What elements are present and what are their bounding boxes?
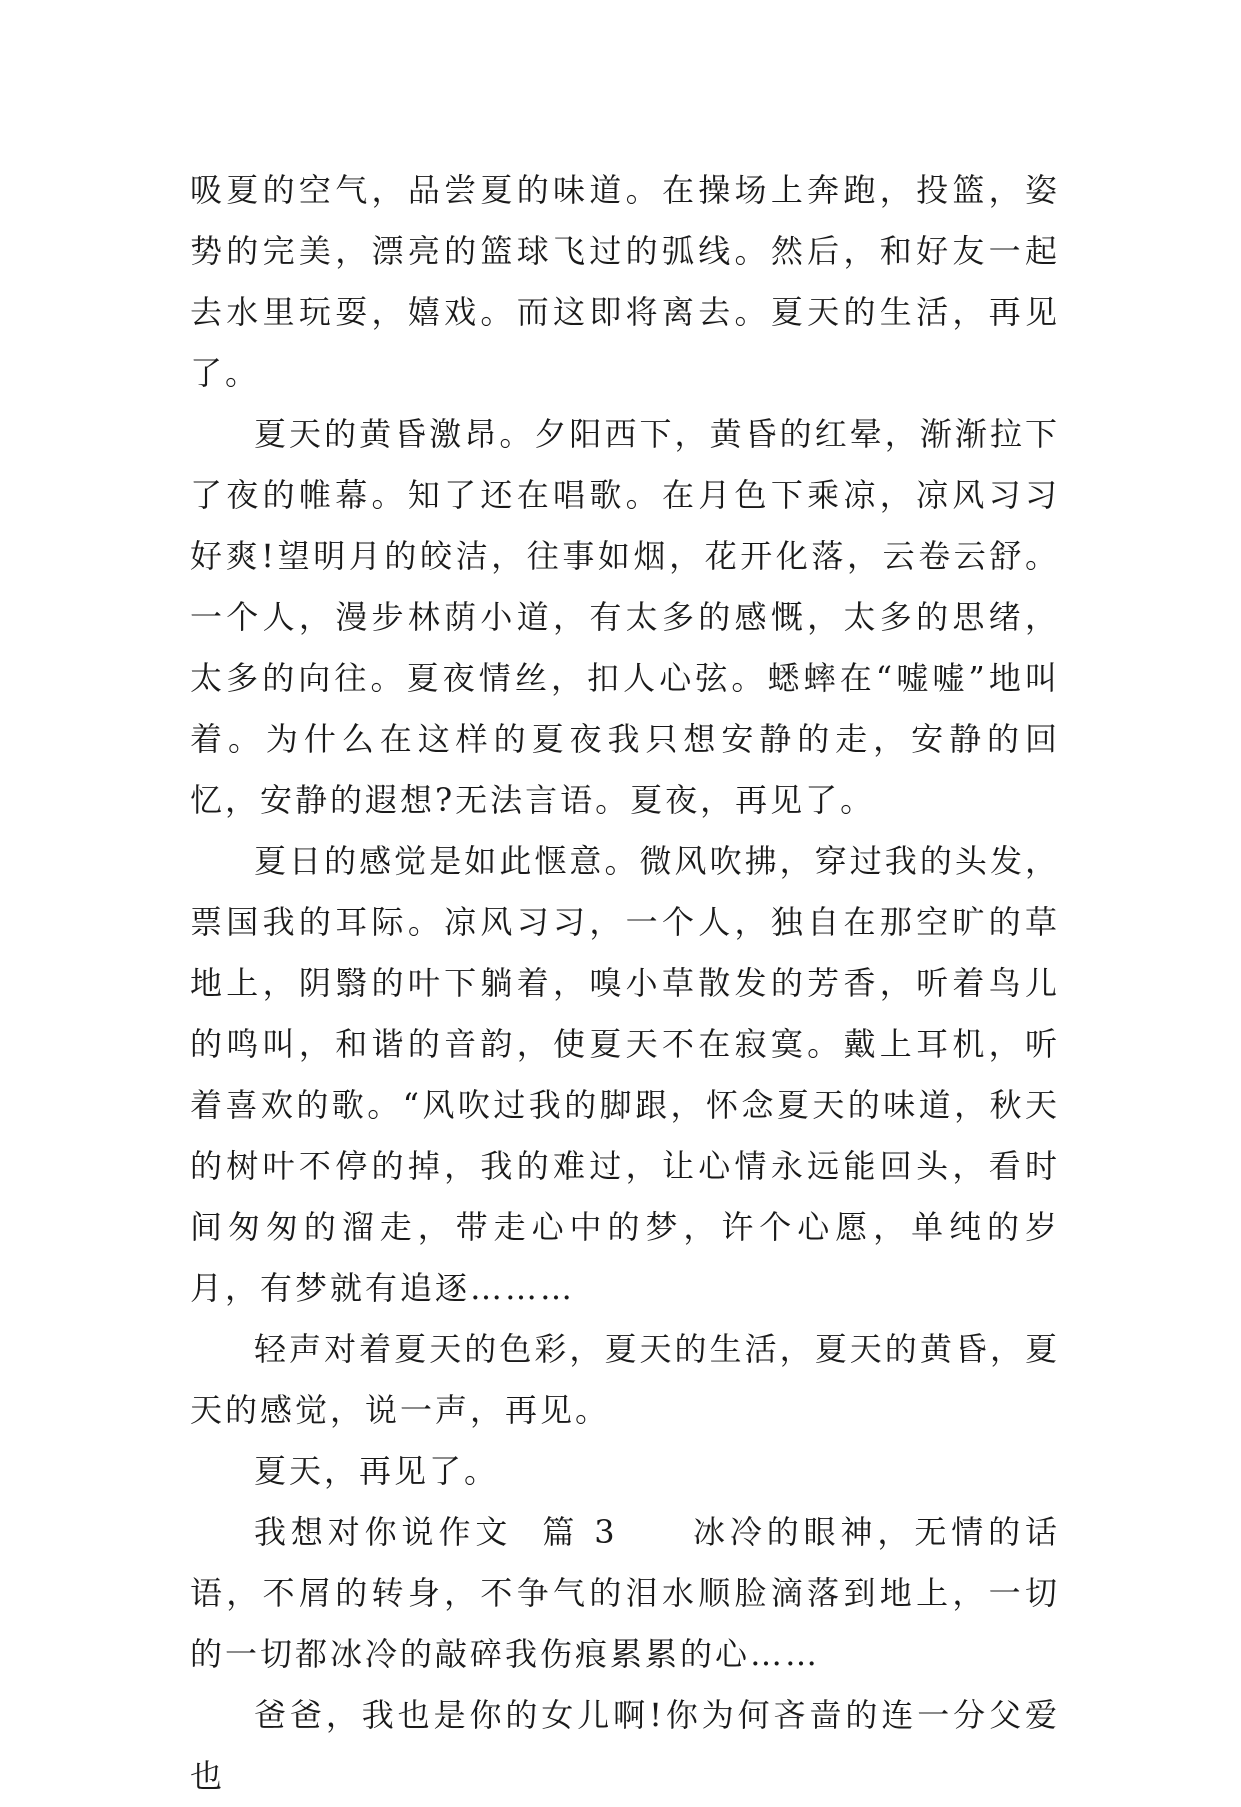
- document-body: [190, 160, 1060, 1807]
- paragraph-7: 爸爸，我也是你的女儿啊!你为何吝啬的连一分父爱也: [190, 1696, 1060, 1795]
- paragraph-4: 轻声对着夏天的色彩，夏天的生活，夏天的黄昏，夏天的感觉，说一声，再见。: [190, 1330, 1060, 1429]
- paragraph-3: 夏日的感觉是如此惬意。微风吹拂，穿过我的头发，票国我的耳际。凉风习习，一个人，独自在那空旷的草地上，阴翳的叶下躺着，嗅小草散发的芳香，听着鸟儿的鸣叫，和谐的音韵，使夏天不在寂寞。戴上耳机，听着喜欢的歌。“风吹过我的脚跟，怀念夏天的味道，秋天的树叶不停的掉，我的难过，让心情永远能回头，看时间匆匆的溜走，带走心中的梦，许个心愿，单纯的岁月，有梦就有追逐………: [190, 842, 1060, 1307]
- paragraph-1: 吸夏的空气，品尝夏的味道。在操场上奔跑，投篮，姿势的完美，漂亮的篮球飞过的弧线。然后，和好友一起去水里玩耍，嬉戏。而这即将离去。夏天的生活，再见了。: [190, 171, 1060, 392]
- paragraph-6: 我想对你说作文 篇 3 冰冷的眼神，无情的话语，不屑的转身，不争气的泪水顺脸滴落到地上，一切的一切都冰冷的敲碎我伤痕累累的心……: [190, 1513, 1060, 1673]
- paragraph-5: 夏天，再见了。: [254, 1452, 500, 1490]
- paragraph-2: 夏天的黄昏激昂。夕阳西下，黄昏的红晕，渐渐拉下了夜的帷幕。知了还在唱歌。在月色下乘凉，凉风习习好爽!望明月的皎洁，往事如烟，花开化落，云卷云舒。一个人，漫步林荫小道，有太多的感慨，太多的思绪，太多的向往。夏夜情丝，扣人心弦。蟋蟀在“嘘嘘”地叫着。为什么在这样的夏夜我只想安静的走，安静的回忆，安静的遐想?无法言语。夏夜，再见了。: [190, 415, 1060, 819]
